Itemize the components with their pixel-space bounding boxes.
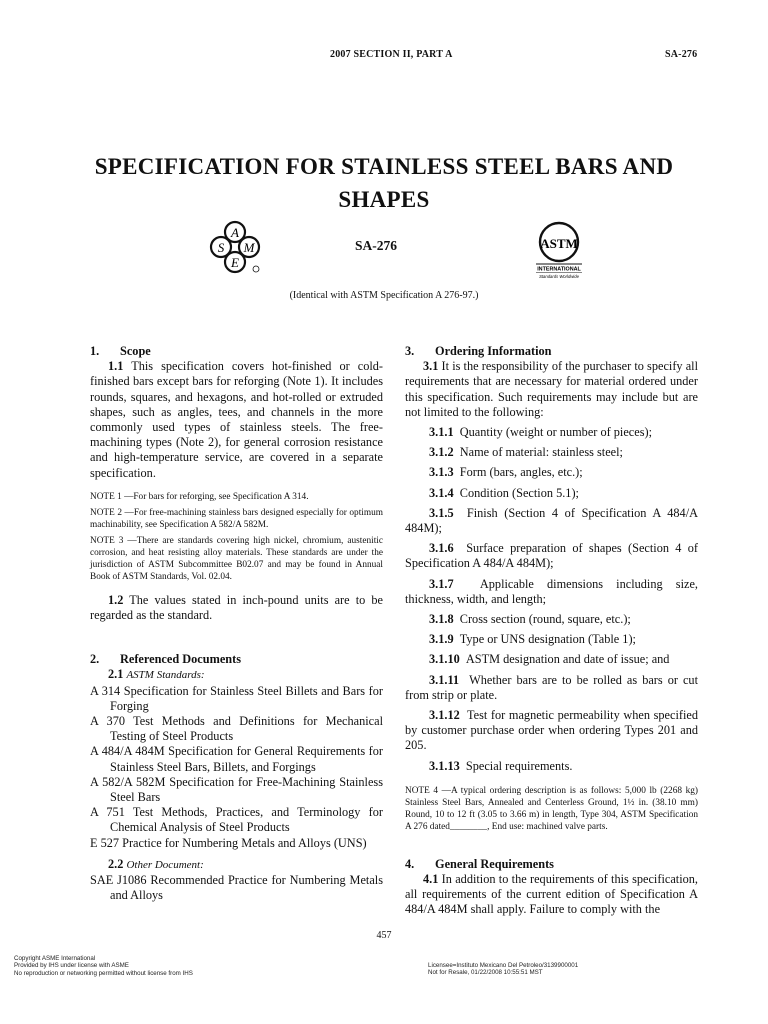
item-3-1-11: 3.1.11 Whether bars are to be rolled as bars or cut from strip or plate.	[405, 672, 698, 702]
item-3-1-5: 3.1.5 Finish (Section 4 of Specification A 484/A 484M);	[405, 505, 698, 536]
paragraph-4-1: 4.1 In addition to the requirements of this specification, all requirements of the current edition of Specification A 484/A 484M shall apply. Failure to comply with the	[405, 872, 698, 917]
item-3-1-7: 3.1.7 Applicable dimensions including size, thickness, width, and length;	[405, 576, 698, 606]
asme-letter-e: E	[231, 255, 239, 270]
section-1-heading: 1. Scope	[90, 344, 151, 358]
running-header: 2007 SECTION II, PART A	[330, 49, 453, 60]
footer-copyright: Copyright ASME International Provided by IHS under license with ASME No reproduction or networking permitted without license from IHS	[14, 955, 193, 977]
reference-e527: E 527 Practice for Numbering Metals and Alloys (UNS)	[90, 835, 367, 850]
left-column	[90, 344, 383, 903]
section-4-heading: 4. General Requirements	[405, 856, 554, 871]
section-2-heading: 2. Referenced Documents	[90, 652, 241, 667]
item-3-1-13: 3.1.13 Special requirements.	[429, 758, 573, 773]
right-column	[405, 344, 698, 918]
item-3-1-1: 3.1.1 Quantity (weight or number of pieces);	[429, 425, 653, 440]
asme-letter-m: M	[243, 240, 255, 255]
note-1: NOTE 1 —For bars for reforging, see Specification A 314.	[90, 491, 309, 502]
note-2: NOTE 2 —For free-machining stainless bars designed especially for optimum machinability, see Specification A 582/A 582M.	[90, 507, 383, 530]
asme-logo	[207, 218, 267, 278]
reference-sae-j1086: SAE J1086 Recommended Practice for Numbering Metals and Alloys	[90, 873, 383, 903]
paragraph-1-1: 1.1 This specification covers hot-finished or cold-finished bars except bars for reforging (Note 1). It includes rounds, squares, and hexagons, and hot-rolled or extruded shapes, such as angles, tees, and channels in the more commonly used types of stainless steels. The free-machining types (Note 2), for general corrosion resistance and high-temperature service, are covered in a separate specification.	[90, 359, 383, 480]
note-4: NOTE 4 —A typical ordering description is as follows: 5,000 lb (2268 kg) Stainless Steel Bars, Annealed and Centerless Ground, 1½ in. (38.10 mm) Round, 10 to 12 ft (3.05 to 3.66 m) in length, Type 304, ASTM Specification A 276 dated________, End use: machined valve parts.	[405, 785, 698, 832]
item-3-1-12: 3.1.12 Test for magnetic permeability when specified by customer purchase order when ordering Types 201 and 205.	[405, 708, 698, 753]
item-3-1-6: 3.1.6 Surface preparation of shapes (Section 4 of Specification A 484/A 484M);	[405, 541, 698, 571]
page-title-line1: SPECIFICATION FOR STAINLESS STEEL BARS AND	[94, 154, 674, 179]
item-3-1-3: 3.1.3 Form (bars, angles, etc.);	[429, 465, 583, 480]
footer-license: Licensee=Instituto Mexicano Del Petroleo/3139900001 Not for Resale, 01/22/2008 10:55:51 MST	[428, 962, 579, 977]
subsection-2-1: 2.1 ASTM Standards:	[108, 667, 205, 682]
asme-letter-a: A	[231, 225, 239, 240]
paragraph-1-2: 1.2 The values stated in inch-pound units are to be regarded as the standard.	[90, 592, 383, 623]
reference-a314: A 314 Specification for Stainless Steel Billets and Bars for Forging	[90, 683, 383, 713]
item-3-1-2: 3.1.2 Name of material: stainless steel;	[429, 445, 623, 460]
section-3-heading: 3. Ordering Information	[405, 344, 552, 358]
paragraph-3-1: 3.1 It is the responsibility of the purchaser to specify all requirements that are necessary for material ordered under this specification. Such requirements may include but are not limited to the following:	[405, 359, 698, 419]
astm-international-text: INTERNATIONAL	[537, 266, 581, 273]
identical-statement: (Identical with ASTM Specification A 276-97.)	[289, 290, 479, 301]
page-number: 457	[376, 930, 392, 941]
note-3: NOTE 3 —There are standards covering high nickel, chromium, austenitic corrosion, and heat resisting alloy materials. These standards are under the jurisdiction of ASTM Subcommittee B02.07 and may be found in Annual Book of ASTM Standards, Vol. 02.04.	[90, 535, 383, 582]
reference-a582: A 582/A 582M Specification for Free-Machining Stainless Steel Bars	[90, 774, 383, 805]
astm-logo	[530, 218, 588, 280]
astm-tagline: Standards Worldwide	[539, 274, 579, 279]
reference-a370: A 370 Test Methods and Definitions for Mechanical Testing of Steel Products	[90, 714, 383, 744]
asme-letter-s: S	[217, 240, 225, 255]
subsection-2-2: 2.2 Other Document:	[108, 856, 204, 871]
header-spec-id: SA-276	[665, 49, 698, 60]
page-title-line2: SHAPES	[338, 187, 430, 212]
designation: SA-276	[355, 238, 398, 253]
item-3-1-9: 3.1.9 Type or UNS designation (Table 1);	[429, 632, 636, 647]
reference-a751: A 751 Test Methods, Practices, and Terminology for Chemical Analysis of Steel Products	[90, 805, 383, 835]
item-3-1-8: 3.1.8 Cross section (round, square, etc.);	[429, 612, 631, 627]
item-3-1-10: 3.1.10 ASTM designation and date of issue; and	[429, 652, 670, 667]
item-3-1-4: 3.1.4 Condition (Section 5.1);	[429, 485, 579, 500]
reference-a484: A 484/A 484M Specification for General Requirements for Stainless Steel Bars, Billets, and Forgings	[90, 744, 383, 774]
astm-logo-text: ASTM	[540, 236, 578, 251]
